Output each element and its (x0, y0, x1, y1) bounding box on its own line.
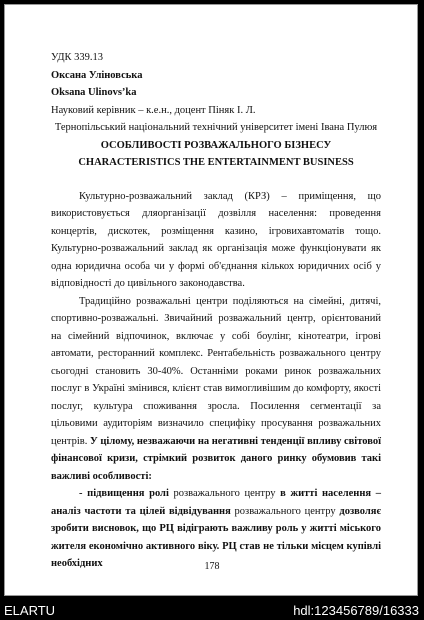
document-page (4, 4, 418, 596)
title-ua: ОСОБЛИВОСТІ РОЗВАЖАЛЬНОГО БІЗНЕСУ (100, 139, 332, 151)
author-en: Oksana Ulinovs’ka (51, 87, 137, 98)
repository-label: ELARTU (4, 603, 56, 618)
viewer-footer (0, 600, 424, 620)
paragraph-2-normal: Традиційно розважальні центри поділяються на сімейні, дитячі, спортивно-розважальні. Звичайний розважальний центр, орієнтований на сімейний відпочинок, включає у собі боулінг, кінотеатри, ігрові автомати, ресторанний комплекс. Рентабельність розважального центру сьогодні становить 30-40%. Останніми роками ринок розважальних послуг в Україні змінився, клієнт став вимогливішим до комфорту, якості послуг, культура споживання зросла. Посилення сегментації за цільовими аудиторіям визначило специфіку просування розважальних центрів. (51, 295, 381, 447)
bullet-1-part-2: розважального центру (173, 488, 281, 499)
page-number: 178 (204, 561, 220, 572)
page-content (51, 49, 381, 573)
paragraph-2-bold: У цілому, незважаючи на негативні тенденції впливу світової фінансової кризи, стрімкий розвиток даного ринку обумовив такі важливі особливості: (51, 435, 381, 482)
bullet-1-part-4: розважального центру (234, 505, 340, 517)
university: Тернопільський національний технічний університет імені Івана Пулюя (54, 122, 378, 133)
bullet-1-part-1: - підвищення ролі (79, 488, 174, 499)
bullet-1-part-3: в житті населення – аналіз частоти та цілей відвідування (51, 488, 381, 517)
bullet-1-part-5: дозволяє зробити висновок, що РЦ відіграють важливу роль у житті міського жителя економічно активного віку. РЦ став не тільки місцем купівлі необхідних (51, 505, 381, 569)
paragraph-1: Культурно-розважальний заклад (КРЗ) – приміщення, що використовується дляорганізації дозвілля населення: проведення концертів, дискотек, розміщення казино, ігровихавтоматів тощо. Культурно-розважальний заклад як організація може функціонувати як одна юридична особа чи у формі об'єднання кількох юридичних осіб у відповідності до цивільного законодавства. (51, 190, 381, 289)
supervisor: Науковий керівник – к.е.н., доцент Піняк І. Л. (51, 104, 256, 116)
udk-code: УДК 339.13 (51, 52, 104, 63)
spacer (51, 172, 381, 188)
title-en: CHARACTERISTICS THE ENTERTAINMENT BUSINESS (78, 157, 354, 168)
bullet-1 (51, 485, 381, 573)
handle-label[interactable]: hdl:123456789/16333 (293, 603, 419, 618)
author-ua: Оксана Уліновська (51, 69, 143, 81)
paragraph-2 (51, 293, 381, 486)
